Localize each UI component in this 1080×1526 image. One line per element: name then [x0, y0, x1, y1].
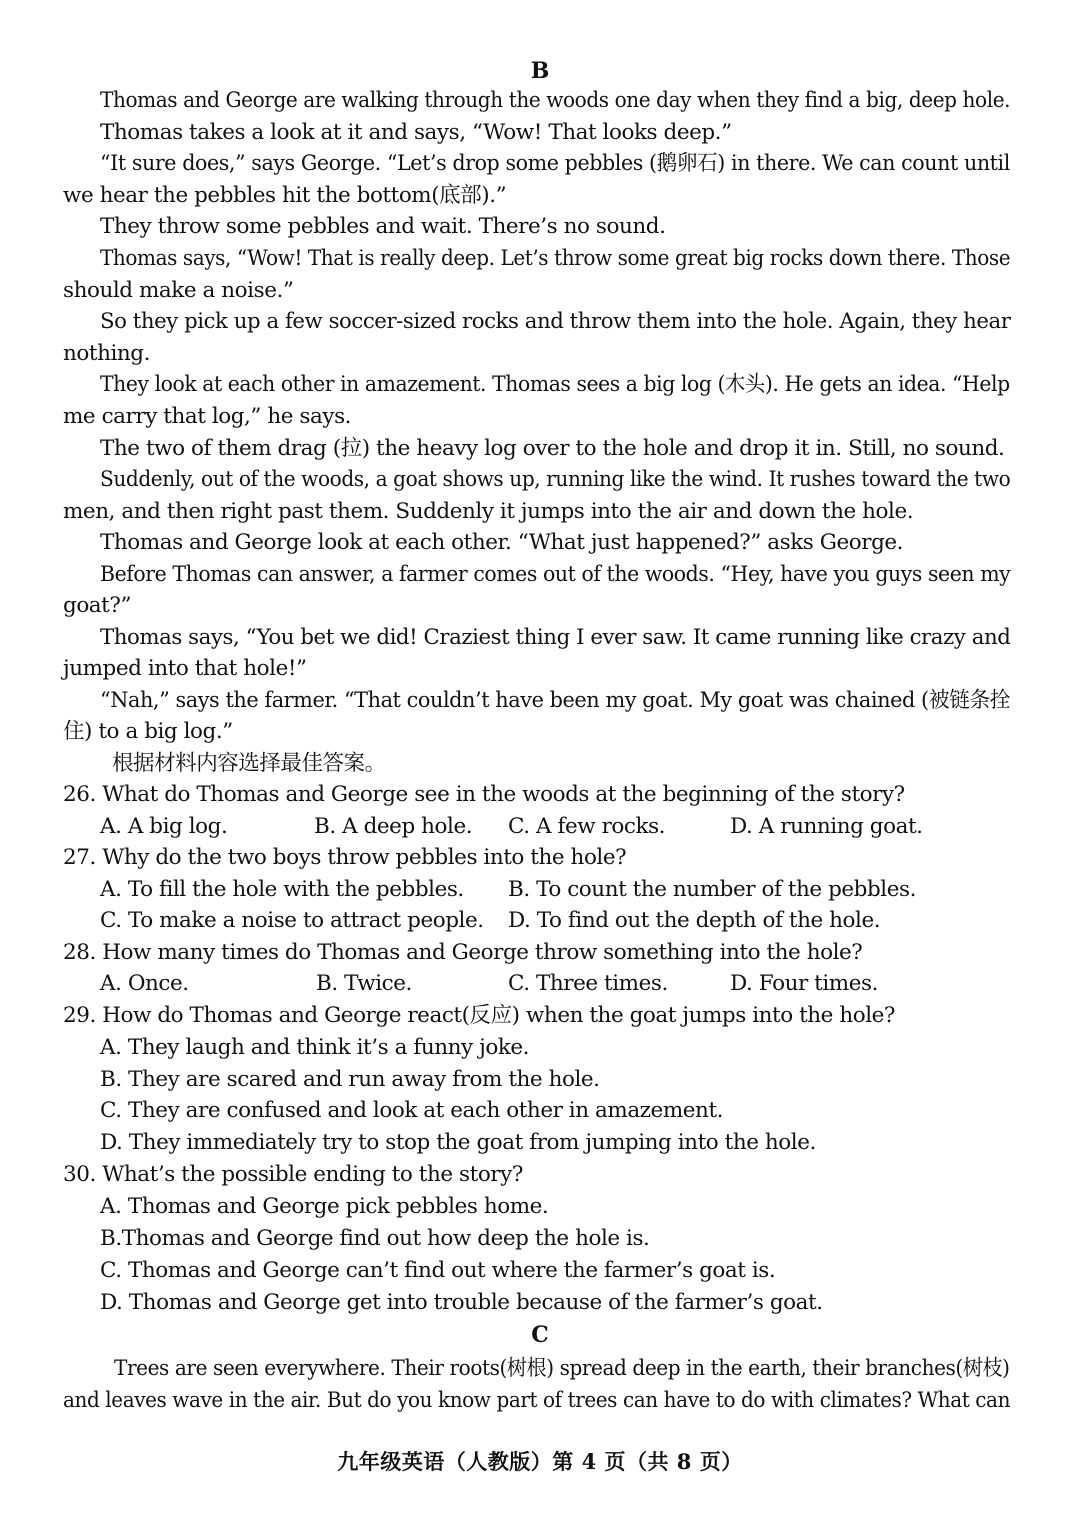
answer-option: B. A deep hole. [314, 814, 473, 839]
question-stem: 29. How do Thomas and George react(反应) when the goat jumps into the hole? [63, 1003, 896, 1028]
answer-option: C. Thomas and George can’t find out where the farmer’s goat is. [100, 1258, 776, 1283]
passage-line: Trees are seen everywhere. Their roots(树根) spread deep in the earth, their branches(树枝) [114, 1356, 1010, 1381]
passage-line: Suddenly, out of the woods, a goat shows up, running like the wind. It rushes toward the two [100, 467, 1011, 492]
answer-option: D. They immediately try to stop the goat from jumping into the hole. [100, 1130, 816, 1155]
passage-line: Thomas and George look at each other. “What just happened?” asks George. [100, 530, 904, 555]
passage-line: Before Thomas can answer, a farmer comes out of the woods. “Hey, have you guys seen my [100, 562, 1011, 587]
question-stem: 27. Why do the two boys throw pebbles into the hole? [63, 845, 627, 870]
passage-line: The two of them drag (拉) the heavy log over to the hole and drop it in. Still, no sound. [100, 436, 1005, 461]
passage-line: “It sure does,” says George. “Let’s drop some pebbles (鹅卵石) in there. We can count until [100, 151, 1010, 176]
passage-line: Thomas and George are walking through the woods one day when they find a big, deep hole. [100, 88, 1011, 113]
answer-option: D. Thomas and George get into trouble because of the farmer’s goat. [100, 1290, 823, 1315]
answer-option: B. Twice. [316, 971, 412, 996]
question-stem: 30. What’s the possible ending to the story? [63, 1162, 523, 1187]
passage-line: They throw some pebbles and wait. There’s no sound. [100, 214, 666, 239]
answer-option: C. A few rocks. [508, 814, 666, 839]
question-stem: 26. What do Thomas and George see in the woods at the beginning of the story? [63, 782, 905, 807]
answer-option: C. Three times. [508, 971, 668, 996]
page-footer: 九年级英语（人教版）第 4 页（共 8 页） [337, 1449, 743, 1474]
answer-option: D. To find out the depth of the hole. [508, 908, 881, 933]
passage-line: and leaves wave in the air. But do you know part of trees can have to do with climates? What can [63, 1388, 1011, 1413]
answer-option: B. They are scared and run away from the hole. [100, 1067, 600, 1092]
passage-line: nothing. [63, 341, 150, 366]
answer-option: A. To fill the hole with the pebbles. [100, 877, 464, 902]
passage-line: “Nah,” says the farmer. “That couldn’t have been my goat. My goat was chained (被链条拴 [100, 688, 1011, 713]
passage-line: Thomas says, “Wow! That is really deep. Let’s throw some great big rocks down there. Those [100, 246, 1011, 271]
answer-option: A. They laugh and think it’s a funny joke. [100, 1035, 530, 1060]
passage-line: jumped into that hole!” [63, 656, 307, 681]
answer-option: C. To make a noise to attract people. [100, 908, 484, 933]
passage-line: me carry that log,” he says. [63, 404, 352, 429]
instruction: 根据材料内容选择最佳答案。 [112, 751, 386, 776]
answer-option: B. To count the number of the pebbles. [508, 877, 916, 902]
answer-option: B.Thomas and George find out how deep the hole is. [100, 1226, 650, 1251]
answer-option: D. Four times. [730, 971, 878, 996]
question-stem: 28. How many times do Thomas and George throw something into the hole? [63, 940, 863, 965]
passage-line: They look at each other in amazement. Thomas sees a big log (木头). He gets an idea. “Help [100, 372, 1010, 397]
answer-option: A. A big log. [100, 814, 228, 839]
passage-line: men, and then right past them. Suddenly it jumps into the air and down the hole. [63, 499, 914, 524]
passage-line: So they pick up a few soccer-sized rocks and throw them into the hole. Again, they hear [100, 309, 1011, 334]
passage-line: Thomas takes a look at it and says, “Wow! That looks deep.” [100, 120, 732, 145]
answer-option: C. They are confused and look at each other in amazement. [100, 1098, 724, 1123]
passage-line: 住) to a big log.” [63, 719, 233, 744]
answer-option: D. A running goat. [730, 814, 923, 839]
answer-option: A. Thomas and George pick pebbles home. [100, 1194, 549, 1219]
passage-line: goat?” [63, 593, 131, 618]
section-b-heading: B [530, 58, 550, 84]
passage-line: should make a noise.” [63, 278, 294, 303]
passage-line: we hear the pebbles hit the bottom(底部).” [63, 183, 507, 208]
section-c-heading: C [531, 1322, 549, 1348]
answer-option: A. Once. [100, 971, 189, 996]
passage-line: Thomas says, “You bet we did! Craziest thing I ever saw. It came running like crazy and [100, 625, 1011, 650]
